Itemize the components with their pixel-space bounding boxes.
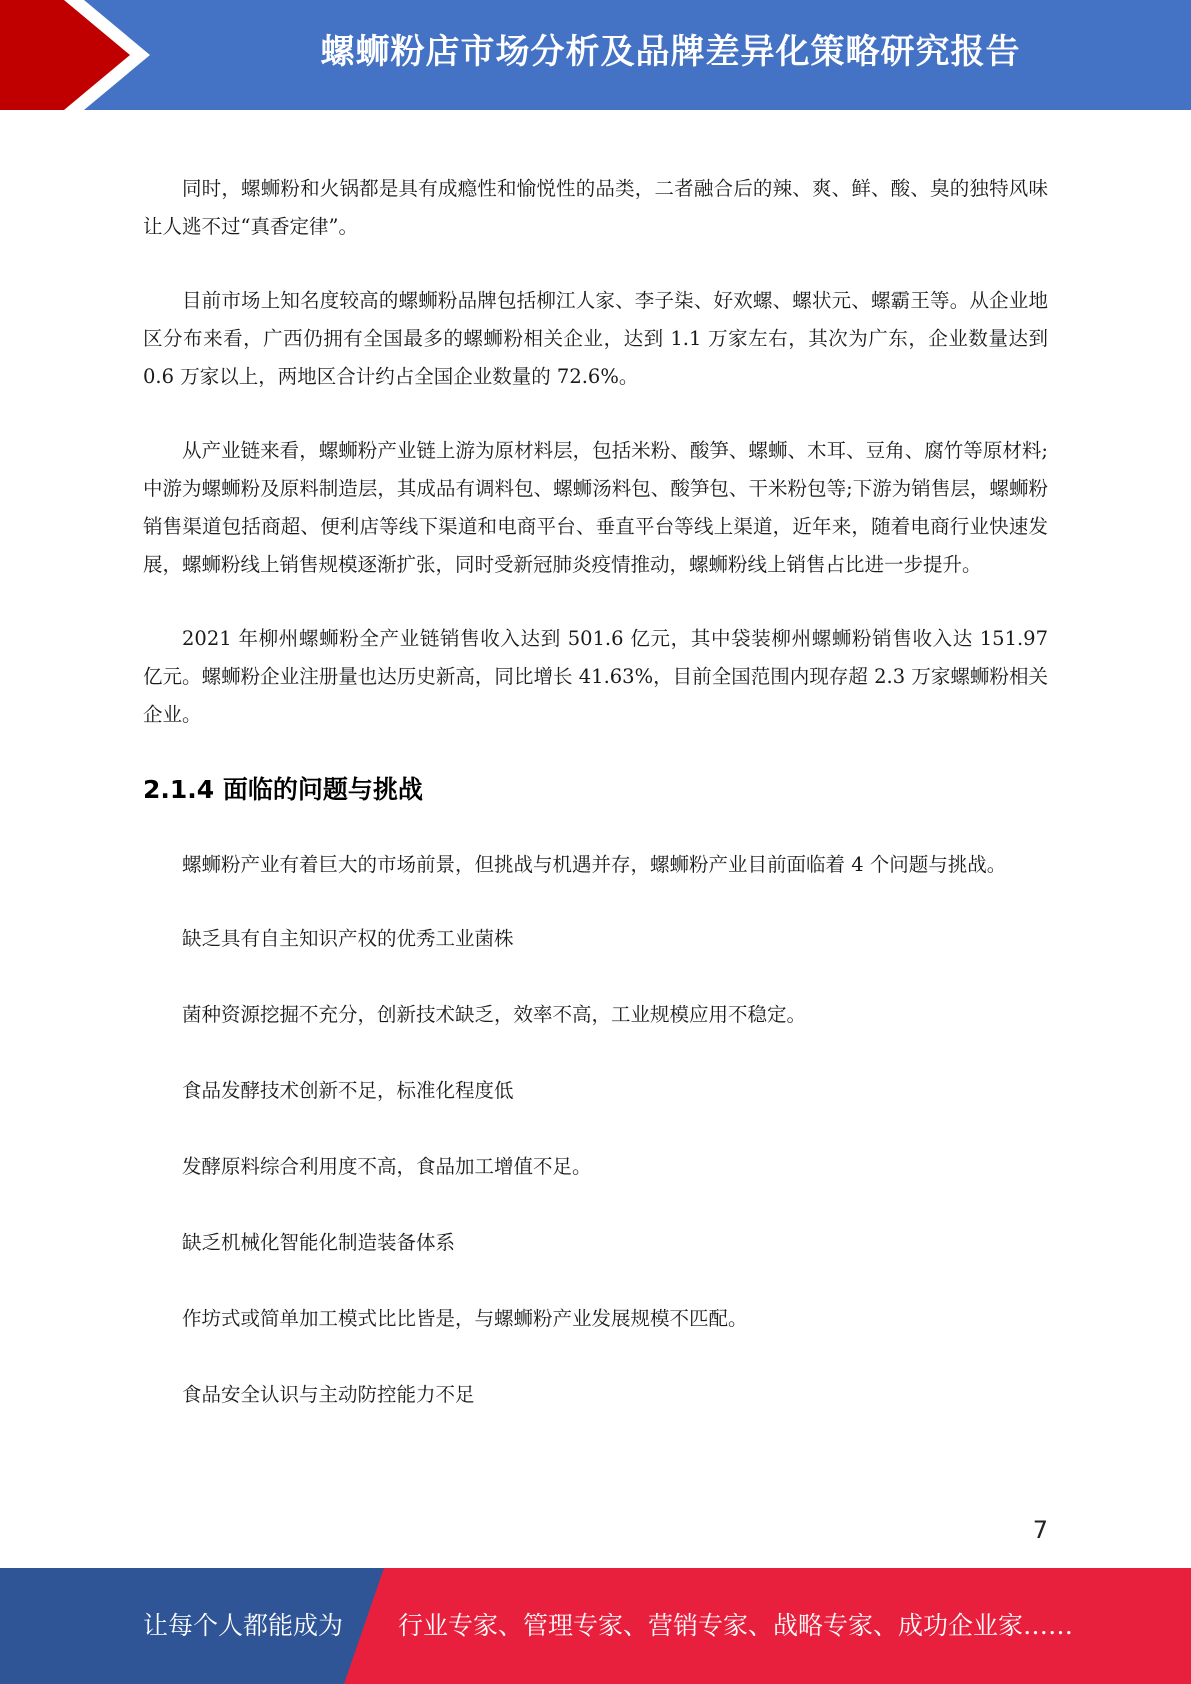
header-chevron-decoration: [0, 0, 160, 110]
challenge-item: 食品安全认识与主动防控能力不足: [182, 1383, 475, 1406]
paragraph: 从产业链来看，螺蛳粉产业链上游为原材料层，包括米粉、酸笋、螺蛳、木耳、豆角、腐竹等原材料;中游为螺蛳粉及原料制造层，其成品有调料包、螺蛳汤料包、酸笋包、干米粉包等;下游为销售层，螺蛳粉销售渠道包括商超、便利店等线下渠道和电商平台、垂直平台等线上渠道，近年来，随着电商行业快速发展，螺蛳粉线上销售规模逐渐扩张，同时受新冠肺炎疫情推动，螺蛳粉线上销售占比进一步提升。: [143, 439, 1048, 576]
challenge-item: 作坊式或简单加工模式比比皆是，与螺蛳粉产业发展规模不匹配。: [182, 1307, 748, 1330]
challenge-item: 缺乏机械化智能化制造装备体系: [182, 1231, 456, 1254]
page-number: 7: [1032, 1516, 1048, 1544]
paragraph: 2021 年柳州螺蛳粉全产业链销售收入达到 501.6 亿元，其中袋装柳州螺蛳粉销售收入达 151.97 亿元。螺蛳粉企业注册量也达历史新高，同比增长 41.63%，目前全国范围内现存超 2.3 万家螺蛳粉相关企业。: [143, 627, 1048, 726]
challenge-item: 菌种资源挖掘不充分，创新技术缺乏，效率不高，工业规模应用不稳定。: [182, 1003, 807, 1026]
section-heading: 2.1.4 面临的问题与挑战: [143, 775, 423, 804]
section-intro: 螺蛳粉产业有着巨大的市场前景，但挑战与机遇并存，螺蛳粉产业目前面临着 4 个问题与挑战。: [182, 853, 1007, 876]
challenge-item: 食品发酵技术创新不足，标准化程度低: [182, 1079, 514, 1102]
document-body: [143, 170, 1048, 1452]
page-header: [0, 0, 1191, 110]
paragraph: 目前市场上知名度较高的螺蛳粉品牌包括柳江人家、李子柒、好欢螺、螺状元、螺霸王等。从企业地区分布来看，广西仍拥有全国最多的螺蛳粉相关企业，达到 1.1 万家左右，其次为广东，企业数量达到 0.6 万家以上，两地区合计约占全国企业数量的 72.6%。: [143, 289, 1048, 388]
paragraph: 同时，螺蛳粉和火锅都是具有成瘾性和愉悦性的品类，二者融合后的辣、爽、鲜、酸、臭的独特风味让人逃不过“真香定律”。: [143, 177, 1048, 238]
page-footer: [0, 1568, 1191, 1684]
report-title: 螺蛳粉店市场分析及品牌差异化策略研究报告: [320, 32, 1021, 72]
challenge-item: 发酵原料综合利用度不高，食品加工增值不足。: [182, 1155, 592, 1178]
footer-tagline: 行业专家、管理专家、营销专家、战略专家、成功企业家……: [398, 1611, 1074, 1640]
footer-slogan: 让每个人都能成为: [143, 1611, 344, 1640]
challenge-item: 缺乏具有自主知识产权的优秀工业菌株: [182, 927, 514, 950]
